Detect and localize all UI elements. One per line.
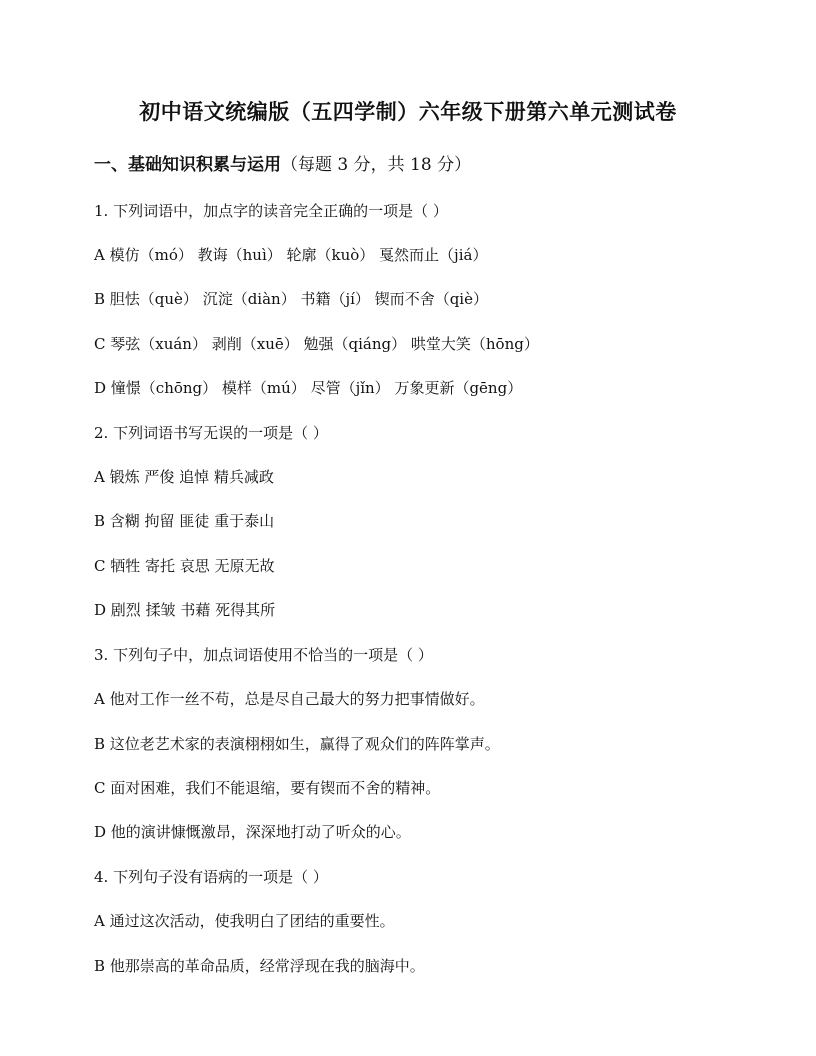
section-heading-text: 一、基础知识积累与运用 bbox=[94, 155, 281, 175]
question-1-option-c: C 琴弦（xuán） 剥削（xuē） 勉强（qiáng） 哄堂大笑（hōng） bbox=[94, 335, 539, 353]
question-3-stem: 3. 下列句子中，加点词语使用不恰当的一项是（ ） bbox=[94, 646, 433, 664]
question-3-option-c: C 面对困难，我们不能退缩，要有锲而不舍的精神。 bbox=[94, 779, 441, 797]
question-1-option-a: A 模仿（mó） 教诲（huì） 轮廓（kuò） 戛然而止（jiá） bbox=[94, 246, 488, 264]
question-1-option-b: B 胆怯（què） 沉淀（diàn） 书籍（jí） 锲而不舍（qiè） bbox=[94, 290, 488, 308]
question-2-option-d: D 剧烈 揉皱 书藉 死得其所 bbox=[94, 601, 276, 619]
question-2-option-c: C 牺牲 寄托 哀思 无原无故 bbox=[94, 557, 275, 575]
question-1-stem: 1. 下列词语中，加点字的读音完全正确的一项是（ ） bbox=[94, 202, 448, 220]
question-2-option-b: B 含糊 拘留 匪徒 重于泰山 bbox=[94, 512, 275, 530]
question-2-stem: 2. 下列词语书写无误的一项是（ ） bbox=[94, 424, 328, 442]
question-4-stem: 4. 下列句子没有语病的一项是（ ） bbox=[94, 868, 328, 886]
question-1-option-d: D 憧憬（chōng） 模样（mú） 尽管（jǐn） 万象更新（gēng） bbox=[94, 379, 523, 397]
section-heading bbox=[94, 150, 471, 175]
question-2-option-a: A 锻炼 严俊 追悼 精兵减政 bbox=[94, 468, 274, 486]
question-4-option-b: B 他那崇高的革命品质，经常浮现在我的脑海中。 bbox=[94, 957, 425, 975]
page-title: 初中语文统编版（五四学制）六年级下册第六单元测试卷 bbox=[139, 99, 677, 124]
question-3-option-a: A 他对工作一丝不苟，总是尽自己最大的努力把事情做好。 bbox=[94, 690, 485, 708]
question-3-option-d: D 他的演讲慷慨激昂，深深地打动了听众的心。 bbox=[94, 823, 411, 841]
section-score-note: （每题 3 分，共 18 分） bbox=[281, 155, 472, 175]
question-3-option-b: B 这位老艺术家的表演栩栩如生，赢得了观众们的阵阵掌声。 bbox=[94, 735, 500, 753]
question-4-option-a: A 通过这次活动，使我明白了团结的重要性。 bbox=[94, 912, 395, 930]
